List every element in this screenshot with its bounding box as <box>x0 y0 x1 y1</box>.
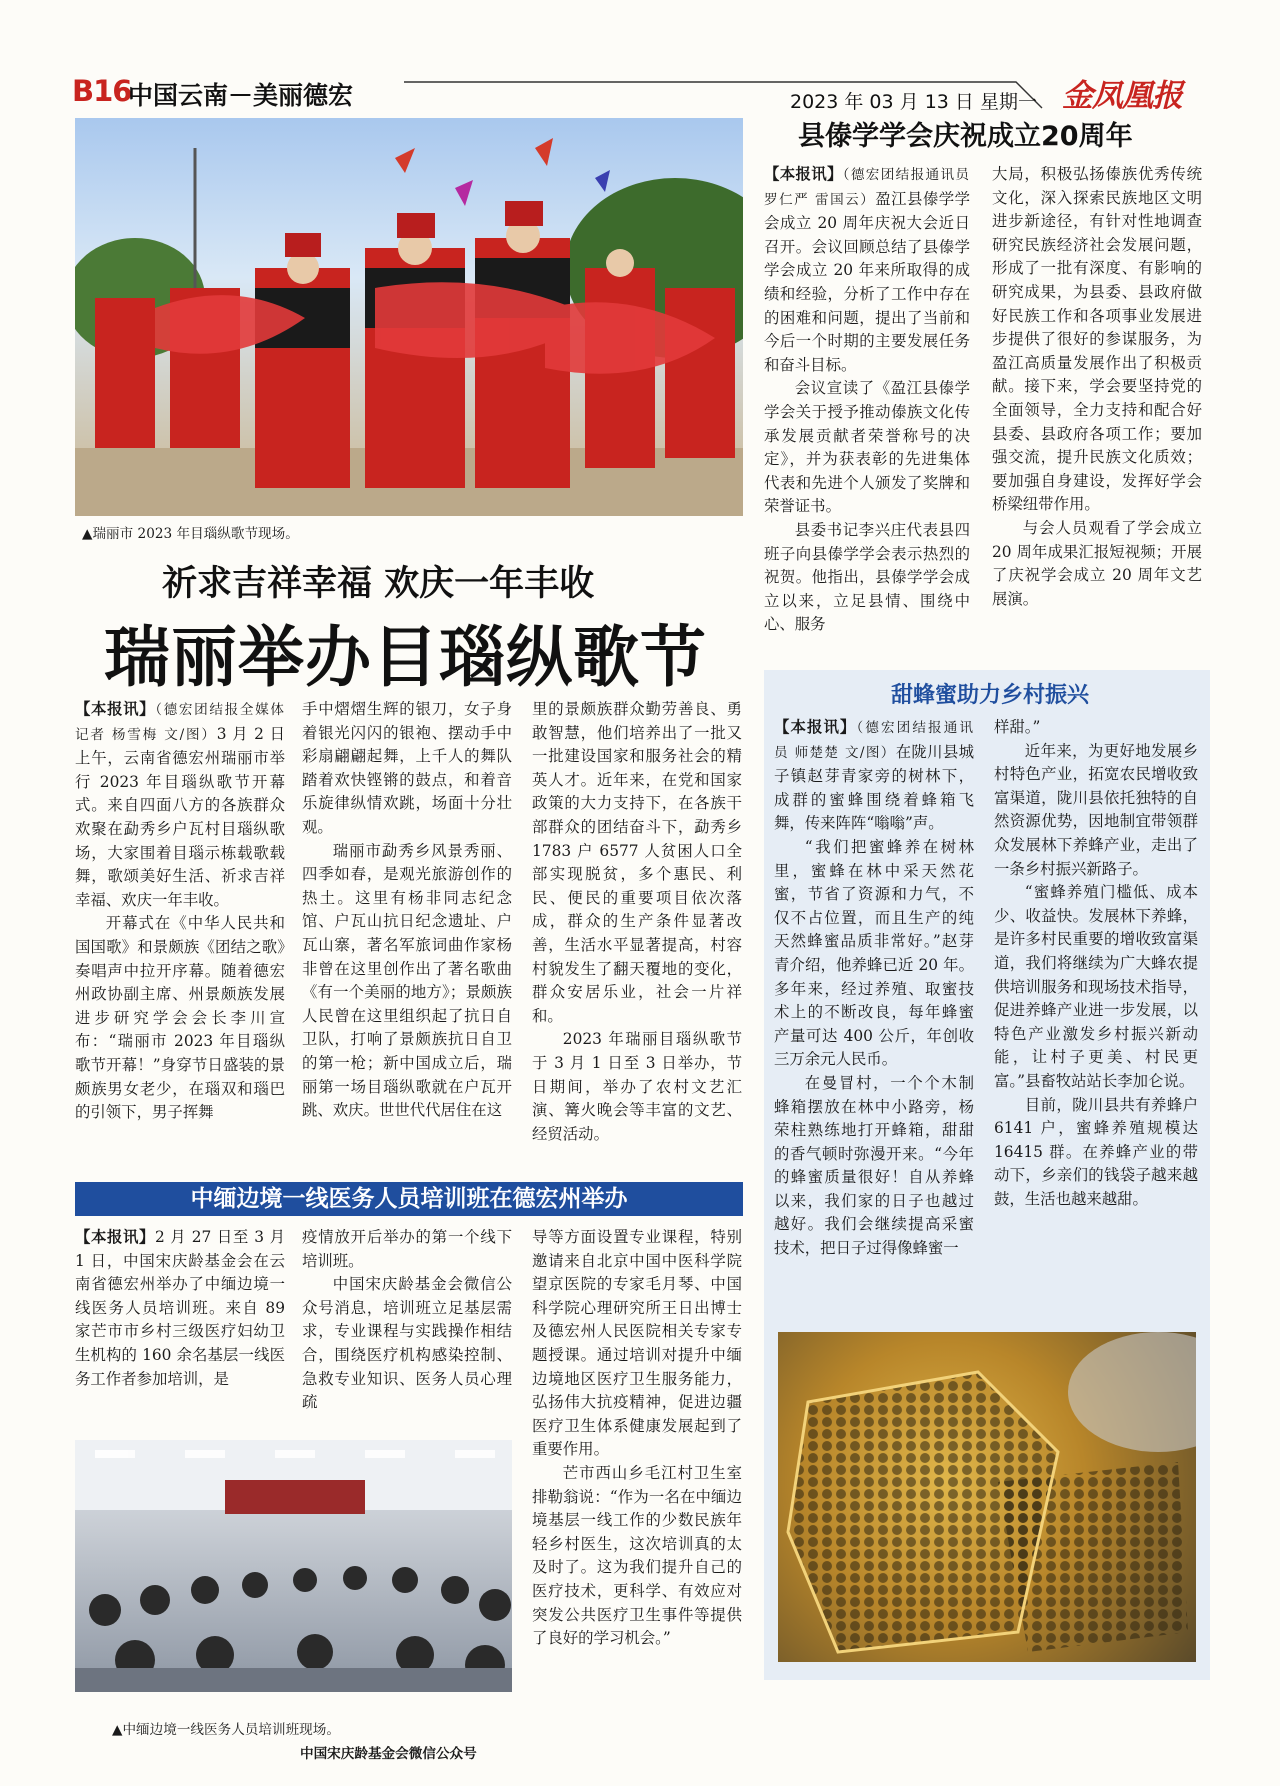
medical-article-banner: 中缅边境一线医务人员培训班在德宏州举办 <box>75 1182 743 1216</box>
festival-photo-caption: ▲瑞丽市 2023 年目瑙纵歌节现场。 <box>82 526 299 542</box>
honeycomb-photo <box>778 1332 1196 1662</box>
paragraph: 中国宋庆龄基金会微信公众号消息，培训班立足基层需求，专业课程与实践操作相结合，围绕医疗机构感染控制、急救专业知识、医务人员心理疏 <box>302 1275 512 1412</box>
photo-source: 中国宋庆龄基金会微信公众号 <box>300 1746 477 1762</box>
festival-photo <box>75 118 743 516</box>
paragraph: 导等方面设置专业课程，特别邀请来自北京中国中医科学院望京医院的专家毛月琴、中国科学院心理研究所王日出博士及德宏州人民医院相关专家专题授课。通过培训对提升中缅边境地区医疗卫生服务能力，弘扬伟大抗疫精神，促进边疆医疗卫生体系健康发展起到了重要作用。 <box>532 1228 742 1459</box>
paragraph: 县委书记李兴庄代表县四班子向县傣学学会表示热烈的祝贺。他指出，县傣学学会成立以来，立足县情、围绕中心、服务 <box>764 520 970 634</box>
festival-dancers-illustration <box>75 118 743 516</box>
bee-article-col1 <box>774 716 974 1261</box>
bee-article-title: 甜蜂蜜助力乡村振兴 <box>890 683 1089 708</box>
paragraph: 疫情放开后举办的第一个线下培训班。 <box>302 1228 512 1270</box>
dai-article-col2 <box>992 163 1202 611</box>
paragraph: 大局，积极弘扬傣族优秀传统文化，深入探索民族地区文明进步新途径，有针对性地调查研究民族经济社会发展问题，形成了一批有深度、有影响的研究成果，为县委、县政府做好民族工作和各项事业发展进步提供了很好的参谋服务，为盈江高质量发展作出了积极贡献。接下来，学会要坚持党的全面领导，全力支持和配合好县委、县政府各项工作；要加强交流，提升民族文化质效；要加强自身建设，发挥好学会桥梁纽带作用。 <box>992 165 1202 514</box>
dai-article-title: 县傣学学会庆祝成立20周年 <box>798 121 1133 152</box>
paragraph: 里的景颇族群众勤劳善良、勇敢智慧，他们培养出了一批又一批建设国家和服务社会的精英人才。近年来，在党和国家政策的大力支持下，在各族干部群众的团结奋斗下，勐秀乡 1783 户 6577 人贫困人口全部实现脱贫，多个惠民、利民、便民的重要项目依次落成，群众的生产条件显著改善，生活水平显著提高，村容村貌发生了翻天覆地的变化，群众安居乐业，社会一片祥和。 <box>532 700 742 1025</box>
paragraph: “我们把蜜蜂养在树林里，蜜蜂在林中采天然花蜜，节省了资源和力气，不仅不占位置，而且生产的纯天然蜂蜜品质非常好。”赵芽青介绍，他养蜂已近 20 年。多年来，经过养殖、取蜜技术上的不断改良，每年蜂蜜产量可达 400 公斤，年创收三万余元人民币。 <box>774 837 974 1069</box>
paragraph: 盈江县傣学学会成立 20 周年庆祝大会近日召开。会议回顾总结了县傣学学会成立 20 年来所取得的成绩和经验，分析了工作中存在的困难和问题，提出了当前和今后一个时期的主要发展任务和奋斗目标。 <box>764 189 970 374</box>
news-tag: 【本报讯】 <box>774 718 857 736</box>
news-tag: 【本报讯】 <box>75 1228 155 1246</box>
paragraph: 2023 年瑞丽目瑙纵歌节于 3 月 1 日至 3 日举办，节日期间，举办了农村文艺汇演、篝火晚会等丰富的文艺、经贸活动。 <box>532 1030 742 1143</box>
paragraph: 3 月 2 日上午，云南省德宏州瑞丽市举行 2023 年目瑙纵歌节开幕式。来自四面八方的各族群众欢聚在勐秀乡户瓦村目瑙纵歌场，大家围着目瑙示栋载歌载舞，歌颂美好生活、祈求吉祥幸福、欢庆一年丰收。 <box>75 724 285 909</box>
bee-article-col2 <box>994 716 1198 1211</box>
newspaper-logo: 金凤凰报 <box>1062 78 1182 114</box>
paragraph: “蜜蜂养殖门槛低、成本少、收益快。发展林下养蜂，是许多村民重要的增收致富渠道，我们将继续为广大蜂农提供培训服务和现场技术指导，促进养蜂产业进一步发展，以特色产业激发乡村振兴新动能，让村子更美、村民更富。”县畜牧站站长李加仑说。 <box>994 883 1198 1090</box>
paragraph: 目前，陇川县共有养蜂户 6141 户，蜜蜂养殖规模达 16415 群。在养蜂产业的带动下，乡亲们的钱袋子越来越鼓，生活也越来越甜。 <box>994 1095 1198 1208</box>
medical-article-col2 <box>302 1226 512 1415</box>
paragraph: 近年来，为更好地发展乡村特色产业，拓宽农民增收致富渠道，陇川县依托独特的自然资源优势，因地制宜带领群众发展林下养蜂产业，走出了一条乡村振兴新路子。 <box>994 741 1198 878</box>
main-article-col2 <box>302 698 512 1123</box>
news-tag: 【本报讯】 <box>75 700 156 718</box>
medical-article-col1 <box>75 1226 285 1391</box>
paragraph: 开幕式在《中华人民共和国国歌》和景颇族《团结之歌》奏唱声中拉开序幕。随着德宏州政协副主席、州景颇族发展进步研究学会会长李川宣布：“瑞丽市 2023 年目瑙纵歌节开幕！”身穿节日盛装的景颇族男女老少，在瑙双和瑙巴的引领下，男子挥舞 <box>75 914 285 1122</box>
paragraph: 2 月 27 日至 3 月 1 日，中国宋庆龄基金会在云南省德宏州举办了中缅边境一线医务人员培训班。来自 89 家芒市市乡村三级医疗妇幼卫生机构的 160 余名基层一线医务工作者参加培训，是 <box>75 1228 285 1388</box>
byline: （德宏团结报通讯员 师楚楚 文/图） <box>774 720 974 761</box>
training-photo <box>75 1440 512 1692</box>
paragraph: 样甜。” <box>994 718 1041 736</box>
paragraph: 与会人员观看了学会成立 20 周年成果汇报短视频；开展了庆祝学会成立 20 周年文艺展演。 <box>992 518 1202 608</box>
paragraph: 在曼冒村，一个个木制蜂箱摆放在林中小路旁，杨荣柱熟练地打开蜂箱，甜甜的香气顿时弥漫开来。“今年的蜂蜜质量很好！自从养蜂以来，我们家的日子也越过越好。我们会继续提高采蜜技术，把日子过得像蜂蜜一 <box>774 1073 974 1258</box>
paragraph: 手中熠熠生辉的银刀，女子身着银光闪闪的银袍、摆动手中彩扇翩翩起舞，上千人的舞队踏着欢快铿锵的鼓点，和着音乐旋律纵情欢跳，场面十分壮观。 <box>302 700 512 836</box>
paragraph: 会议宣读了《盈江县傣学学会关于授予推动傣族文化传承发展贡献者荣誉称号的决定》，并为获表彰的先进集体代表和先进个人颁发了奖牌和荣誉证书。 <box>764 379 970 516</box>
paragraph: 芒市西山乡毛江村卫生室排勒翁说：“作为一名在中缅边境基层一线工作的少数民族年轻乡村医生，这次培训真的太及时了。这为我们提升自己的医疗技术，更科学、有效应对突发公共医疗卫生事件等提供了良好的学习机会。” <box>532 1463 742 1648</box>
main-title: 瑞丽举办目瑙纵歌节 <box>104 619 707 696</box>
medical-article-col3 <box>532 1226 742 1651</box>
training-photo-caption: ▲中缅边境一线医务人员培训班现场。 <box>112 1722 340 1738</box>
page-number: B16 <box>72 74 132 108</box>
news-tag: 【本报讯】 <box>764 165 843 183</box>
main-article-col1 <box>75 698 285 1125</box>
paragraph: 在陇川县城子镇赵芽青家旁的树林下，成群的蜜蜂围绕着蜂箱飞舞，传来阵阵“嗡嗡”声。 <box>774 742 974 833</box>
honeycomb-illustration <box>778 1332 1196 1662</box>
section-title: 中国云南－美丽德宏 <box>128 81 354 110</box>
paragraph: 瑞丽市勐秀乡风景秀丽、四季如春，是观光旅游创作的热土。这里有杨非同志纪念馆、户瓦山抗日纪念遗址、户瓦山寨，著名军旅词曲作家杨非曾在这里创作出了著名歌曲《有一个美丽的地方》；景颇族人民曾在这里组织起了抗日自卫队，打响了景颇族抗日自卫的第一枪；新中国成立后，瑞丽第一场目瑙纵歌就在户瓦开跳、欢庆。世世代代居住在这 <box>302 841 512 1120</box>
byline: （德宏团结报全媒体记者 杨雪梅 文/图） <box>75 702 285 743</box>
main-article-col3 <box>532 698 742 1146</box>
dai-article-col1 <box>764 163 970 637</box>
byline: （德宏团结报通讯员 罗仁严 雷国云） <box>764 167 970 208</box>
main-subtitle: 祈求吉祥幸福 欢庆一年丰收 <box>162 564 595 604</box>
training-hall-illustration <box>75 1440 512 1692</box>
issue-date: 2023 年 03 月 13 日 星期一 <box>790 91 1037 113</box>
